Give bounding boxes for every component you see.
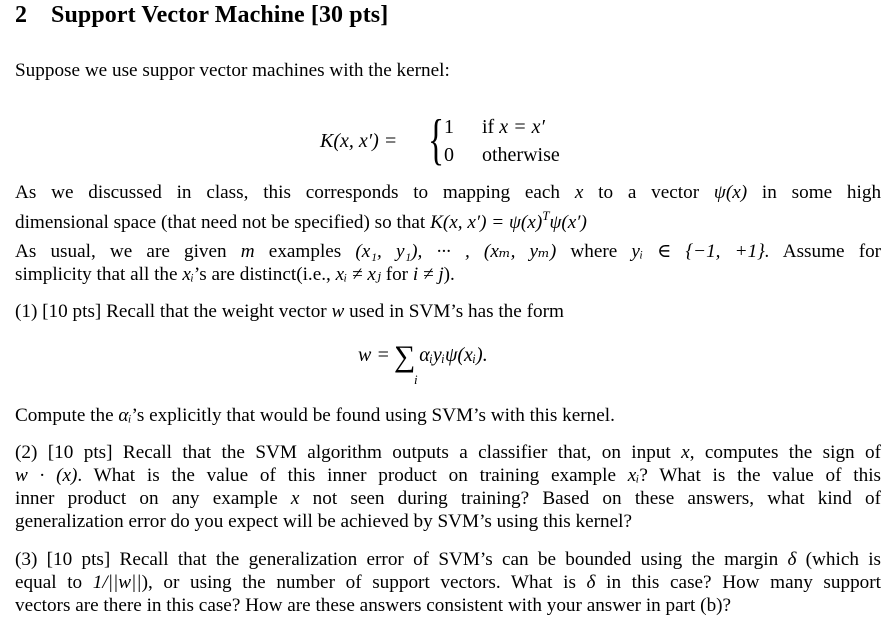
question-3 <box>15 548 881 617</box>
examples-line-2: simplicity that all the xᵢ’s are distinct(i.e., xᵢ ≠ xⱼ for i ≠ j). <box>15 264 455 285</box>
examples-paragraph <box>15 240 881 286</box>
weight-equation: w = ∑ αᵢyᵢψ(xᵢ). i <box>358 340 488 387</box>
question-1: (1) [10 pts] Recall that the weight vector w used in SVM’s has the form <box>15 301 564 322</box>
q3-line-1: (3) [10 pts] Recall that the generalization error of SVM’s can be bounded using the margin δ (which is <box>15 549 882 570</box>
q2-line-1: (2) [10 pts] Recall that the SVM algorithm outputs a classifier that, on input x, computes the sign of <box>15 442 882 463</box>
kernel-lhs: K(x, x′) = <box>320 130 398 152</box>
examples-line-1: As usual, we are given m examples (x₁, y₁), ··· , (xₘ, yₘ) where yᵢ ∈ {−1, +1}. Assume for <box>15 241 882 262</box>
kernel-brace: { <box>428 109 445 171</box>
intro-paragraph: Suppose we use suppor vector machines with the kernel: <box>15 60 450 81</box>
sum-index: i <box>414 372 418 387</box>
kernel-case-2: 0 otherwise <box>444 144 560 166</box>
section-heading <box>15 2 388 29</box>
kernel-case-1: 1 if x = x′ <box>444 116 545 138</box>
question-1-compute: Compute the αᵢ’s explicitly that would be found using SVM’s with this kernel. <box>15 405 615 426</box>
question-2 <box>15 441 881 533</box>
q3-line-2: equal to 1/||w||), or using the number of support vectors. What is δ in this case? How many support <box>15 572 881 593</box>
mapping-line-1: As we discussed in class, this corresponds to mapping each x to a vector ψ(x) in some high <box>15 182 882 203</box>
q2-line-2: w · (x). What is the value of this inner product on training example xᵢ? What is the value of this <box>15 465 882 486</box>
mapping-paragraph <box>15 181 881 234</box>
section-title: Support Vector Machine [30 pts] <box>51 2 389 28</box>
q3-line-3: vectors are there in this case? How are these answers consistent with your answer in part (b)? <box>15 595 732 616</box>
mapping-line-2: dimensional space (that need not be specified) so that K(x, $x') = \psi(x)^T\psi(x')$ <box>15 208 587 233</box>
q2-line-4: generalization error do you expect will be achieved by SVM’s using this kernel? <box>15 511 633 532</box>
q2-line-3: inner product on any example x not seen during training? Based on these answers, what kind of <box>15 488 882 509</box>
section-number: 2 <box>15 2 28 28</box>
